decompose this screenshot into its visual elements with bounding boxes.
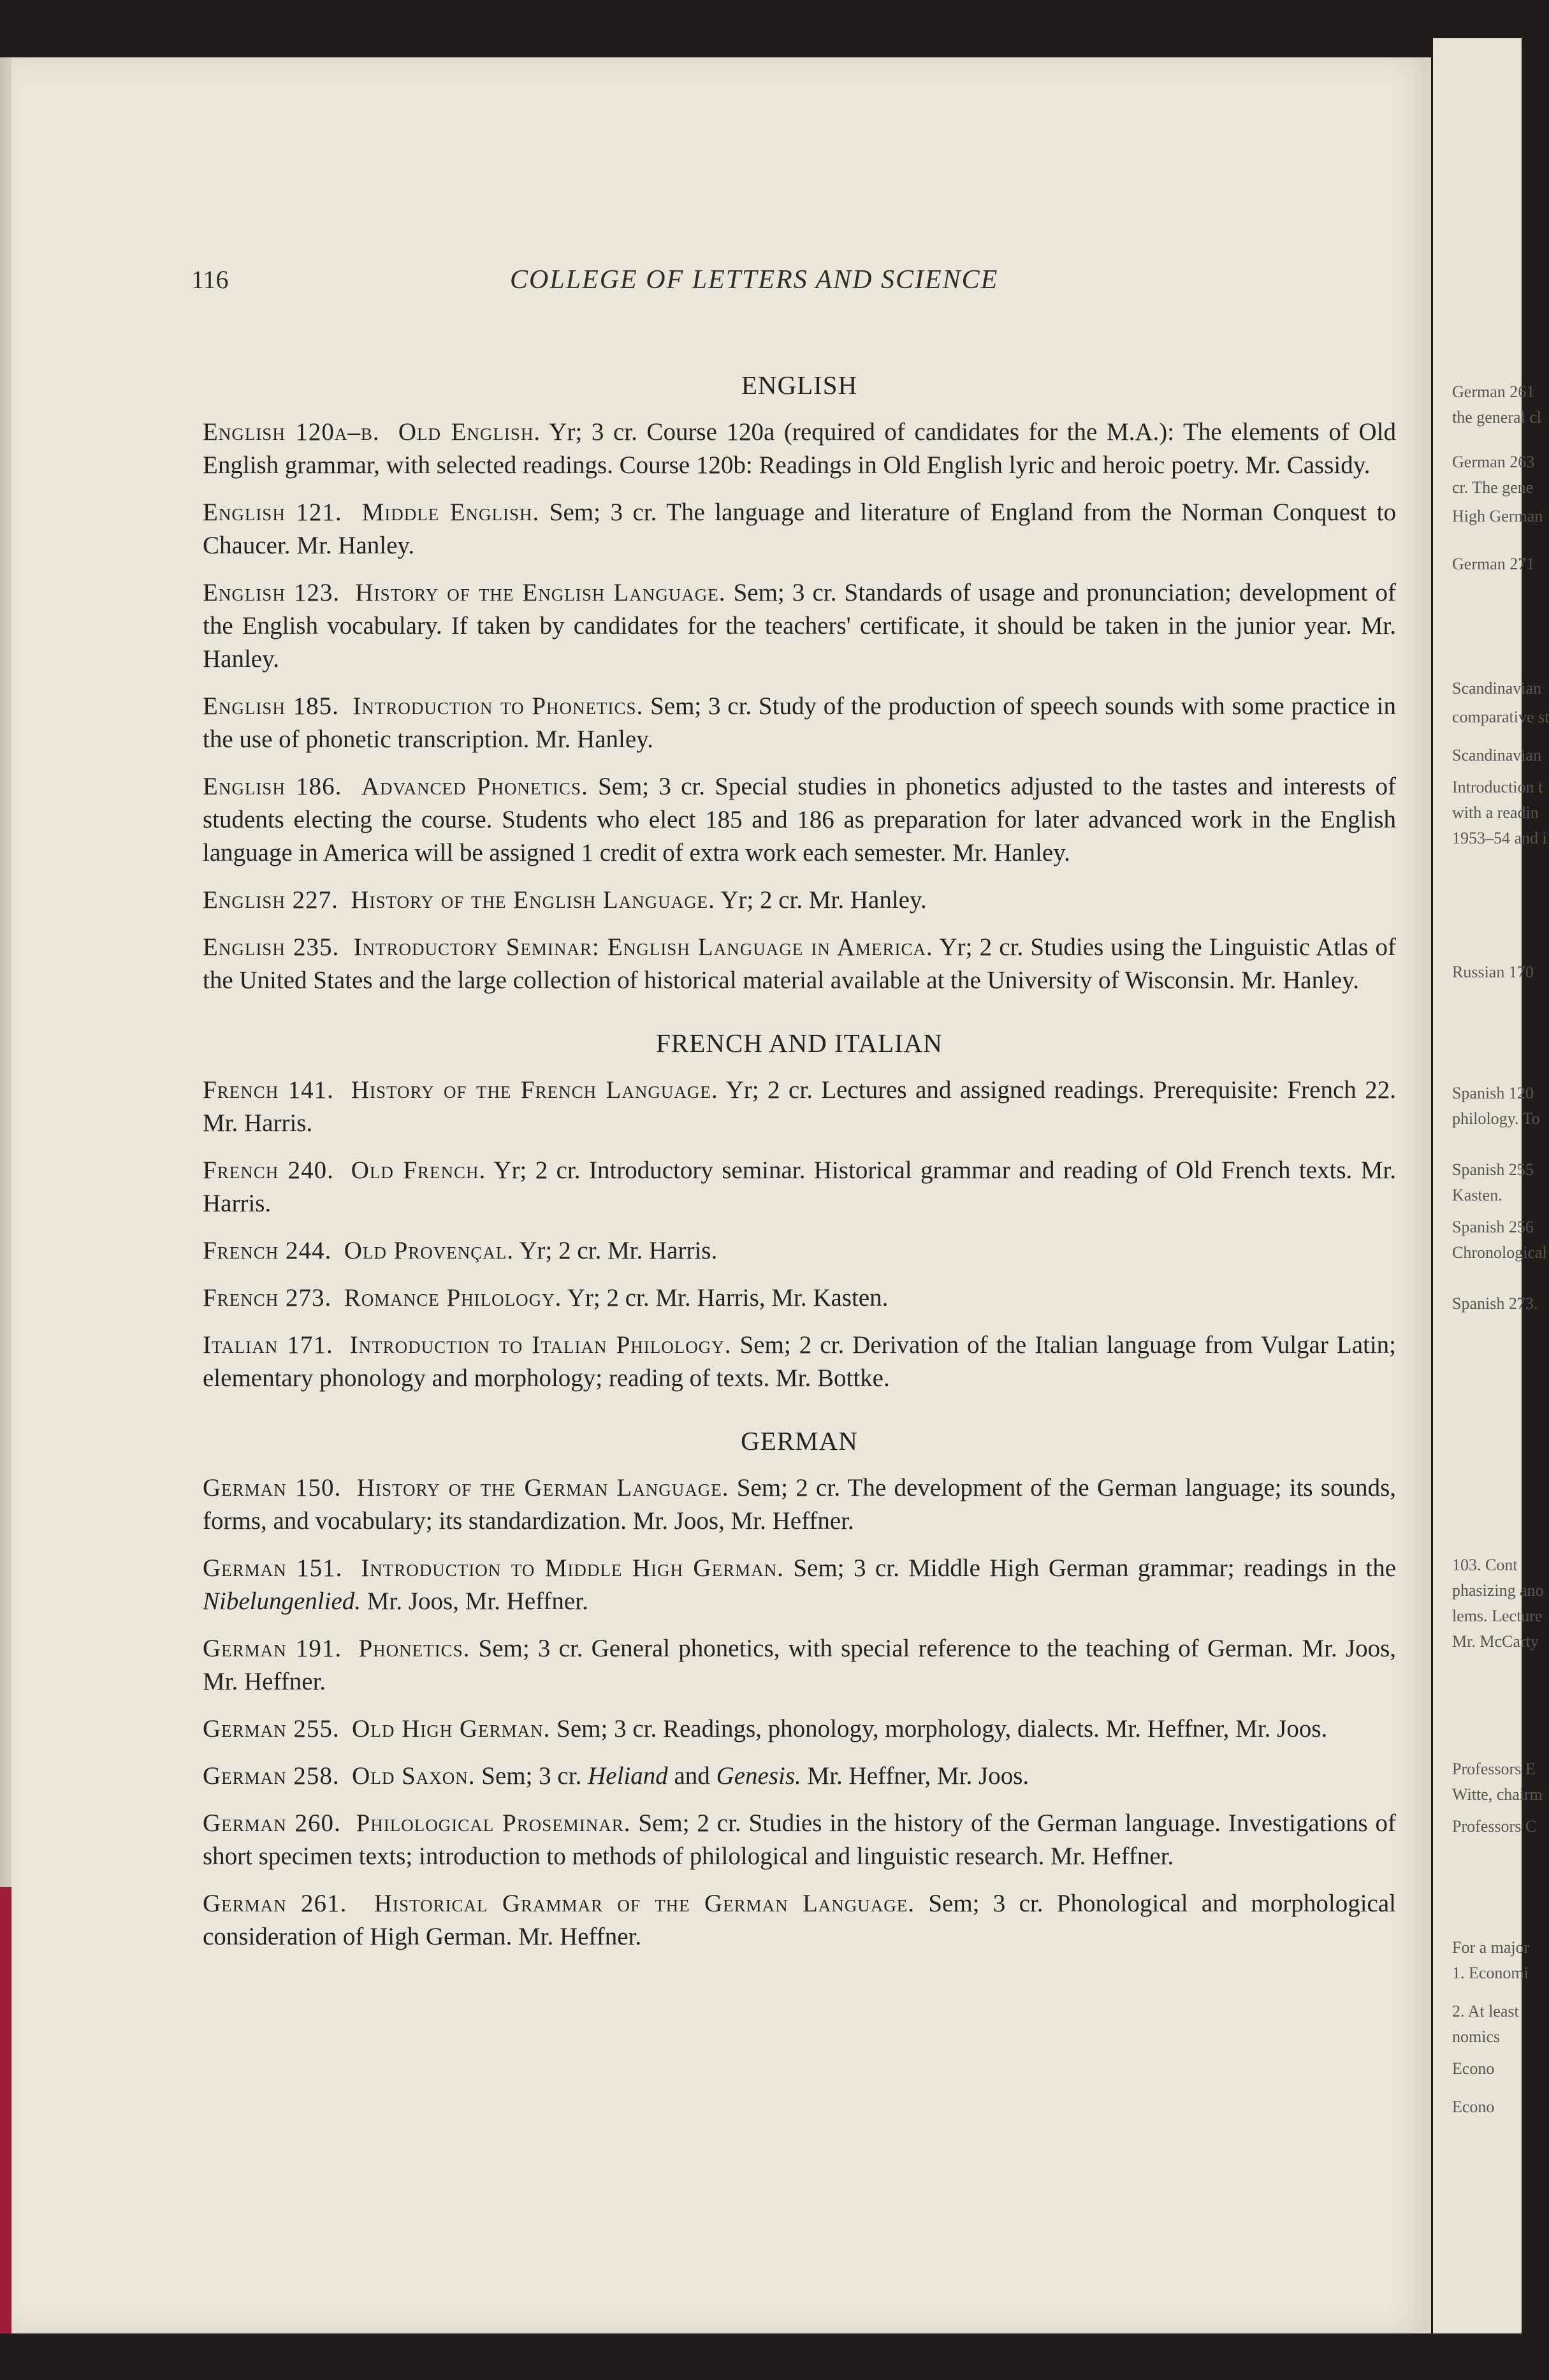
course-title: Introduction to Phonetics. — [353, 692, 644, 720]
course-title: Romance Philology. — [344, 1284, 562, 1311]
course-code: English 123. — [203, 579, 340, 606]
adjacent-page-text-fragment: Econo — [1452, 2059, 1495, 2078]
adjacent-page-text-fragment: Professors C — [1452, 1817, 1537, 1836]
adjacent-page-text-fragment: Introduction t — [1452, 778, 1543, 796]
course-entry — [203, 1712, 1396, 1746]
course-code: German 191. — [203, 1635, 342, 1662]
course-description: Yr; 2 cr. Mr. Hanley. — [720, 886, 927, 914]
course-entry — [203, 1471, 1396, 1538]
course-title: History of the English Language. — [351, 886, 715, 914]
adjacent-page-text-fragment: Scandinavian — [1452, 746, 1542, 764]
section-heading: FRENCH AND ITALIAN — [656, 1028, 943, 1058]
course-entry — [203, 770, 1396, 870]
course-entry — [203, 1234, 1396, 1267]
adjacent-page-text-fragment: Econo — [1452, 2098, 1495, 2116]
course-code: English 120a–b. — [203, 418, 380, 446]
course-title: Introductory Seminar: English Language in America. — [353, 933, 933, 961]
adjacent-page-text-fragment: German 263 — [1452, 453, 1535, 471]
adjacent-page-text-fragment: German 261 — [1452, 383, 1535, 401]
course-title: Phonetics. — [358, 1635, 470, 1662]
course-description: Sem; 2 cr. Derivation of the Italian language from Vulgar Latin; elementary phonology and morphology; reading of texts. Mr. Bottke. — [203, 1331, 1397, 1392]
section-heading: ENGLISH — [741, 370, 858, 400]
course-description: Yr; 2 cr. Studies using the Linguistic Atlas of the United States and the large collection of historical material available at the University of Wisconsin. Mr. Hanley. — [203, 933, 1397, 994]
adjacent-page-text-fragment: Spanish 255 — [1452, 1160, 1534, 1179]
course-code: English 227. — [203, 886, 338, 914]
course-code: German 150. — [203, 1474, 342, 1501]
course-code: Italian 171. — [203, 1331, 333, 1359]
course-code: German 261. — [203, 1890, 347, 1917]
course-description: Sem; 3 cr. Study of the production of speech sounds with some practice in the use of phonetic transcription. Mr. Hanley. — [203, 692, 1397, 753]
course-title: Old Saxon. — [352, 1762, 476, 1790]
course-entry — [203, 1887, 1396, 1953]
course-code: French 244. — [203, 1237, 332, 1264]
adjacent-page-text-fragment: 103. Cont — [1452, 1556, 1518, 1574]
course-description-cont: Mr. Joos, Mr. Heffner. — [367, 1588, 588, 1615]
adjacent-page-text-fragment: the general cl — [1452, 408, 1542, 427]
course-title: History of the French Language. — [351, 1076, 718, 1104]
adjacent-page-text-fragment: Kasten. — [1452, 1186, 1502, 1204]
course-entry — [203, 1329, 1396, 1395]
course-description-cont: and — [674, 1762, 710, 1790]
course-description: Sem; 2 cr. The development of the German language; its sounds, forms, and vocabulary; its standardization. Mr. Joos, Mr. Heffner. — [203, 1474, 1397, 1535]
course-entry — [203, 1760, 1396, 1793]
course-description: Yr; 2 cr. Lectures and assigned readings. Prerequisite: French 22. Mr. Harris. — [203, 1076, 1396, 1137]
course-entry — [203, 1074, 1396, 1140]
course-description: Sem; 3 cr. Special studies in phonetics adjusted to the tastes and interests of students electing the course. Students who elect 185 and 186 as preparation for later advanced work in the English language in America will be assigned 1 credit of extra work each semester. Mr. Hanley. — [203, 773, 1397, 866]
adjacent-page-text-fragment: Spanish 273. — [1452, 1294, 1538, 1313]
course-description: Yr; 3 cr. Course 120a (required of candidates for the M.A.): The elements of Old English grammar, with selected readings. Course 120b: Readings in Old English lyric and heroic poetry. Mr. Cassidy. — [203, 418, 1396, 479]
adjacent-page-text-fragment: Russian 170 — [1452, 963, 1534, 981]
italic-title: Nibelungenlied. — [203, 1588, 361, 1615]
course-description: Sem; 3 cr. Standards of usage and pronunciation; development of the English vocabulary. If taken by candidates for the teachers' certificate, it should be taken in the junior year. Mr. Hanley. — [203, 579, 1396, 673]
course-description: Sem; 3 cr. — [481, 1762, 582, 1790]
adjacent-page-text-fragment: nomics — [1452, 2027, 1501, 2046]
course-description-cont: Mr. Heffner, Mr. Joos. — [807, 1762, 1029, 1790]
course-title: Old Provençal. — [344, 1237, 514, 1264]
course-title: Introduction to Italian Philology. — [349, 1331, 732, 1359]
adjacent-page-text-fragment: comparative st — [1452, 708, 1549, 726]
course-code: German 258. — [203, 1762, 340, 1790]
adjacent-page-text-fragment: Professors E — [1452, 1760, 1536, 1778]
course-code: English 121. — [203, 499, 342, 526]
page-content — [203, 370, 1396, 1968]
course-entry — [203, 1154, 1396, 1220]
course-entry — [203, 931, 1396, 997]
course-description: Sem; 3 cr. Phonological and morphological consideration of High German. Mr. Heffner. — [203, 1890, 1396, 1950]
italic-title: Genesis. — [716, 1762, 801, 1790]
italic-title: Heliand — [588, 1762, 668, 1790]
adjacent-page-text-fragment: Spanish 256 — [1452, 1218, 1534, 1236]
course-entry — [203, 1281, 1396, 1315]
adjacent-page-text-fragment: Mr. McCarty — [1452, 1632, 1539, 1651]
course-entry — [203, 576, 1396, 676]
course-entry — [203, 1807, 1396, 1873]
course-code: French 141. — [203, 1076, 334, 1104]
course-description: Sem; 3 cr. The language and literature of England from the Norman Conquest to Chaucer. Mr. Hanley. — [203, 499, 1396, 559]
page-number: 116 — [191, 265, 229, 294]
course-description: Yr; 2 cr. Introductory seminar. Historical grammar and reading of Old French texts. Mr. Harris. — [203, 1157, 1397, 1217]
adjacent-page-text-fragment: For a major — [1452, 1938, 1530, 1957]
adjacent-page-text-fragment: German 271 — [1452, 555, 1535, 573]
course-entry — [203, 1632, 1396, 1698]
book-cover-edge — [0, 1887, 11, 2333]
course-entry — [203, 690, 1396, 756]
course-title: History of the German Language. — [356, 1474, 729, 1501]
adjacent-page-text-fragment: Chronological — [1452, 1243, 1547, 1262]
course-description: Sem; 2 cr. Studies in the history of the German language. Investigations of short specimen texts; introduction to methods of philological and linguistic research. Mr. Heffner. — [203, 1809, 1397, 1870]
course-entry — [203, 496, 1396, 562]
adjacent-page-text-fragment: Spanish 120 — [1452, 1084, 1534, 1102]
course-code: French 240. — [203, 1157, 334, 1184]
course-title: Old High German. — [352, 1715, 551, 1742]
course-entry — [203, 416, 1396, 482]
adjacent-page-text-fragment: lems. Lecture — [1452, 1607, 1543, 1625]
adjacent-page-text-fragment: phasizing ano — [1452, 1581, 1544, 1600]
course-title: Introduction to Middle High German. — [361, 1554, 784, 1582]
course-title: Historical Grammar of the German Language. — [374, 1890, 915, 1917]
course-description: Sem; 3 cr. General phonetics, with special reference to the teaching of German. Mr. Joos, Mr. Heffner. — [203, 1635, 1397, 1695]
course-description: Yr; 2 cr. Mr. Harris, Mr. Kasten. — [567, 1284, 889, 1311]
adjacent-page-text-fragment: Witte, chairm — [1452, 1785, 1543, 1804]
course-title: Advanced Phonetics. — [361, 773, 588, 800]
course-code: English 235. — [203, 933, 340, 961]
adjacent-page-text-fragment: 2. At least — [1452, 2002, 1519, 2020]
course-code: German 151. — [203, 1554, 343, 1582]
course-description: Yr; 2 cr. Mr. Harris. — [519, 1237, 718, 1264]
adjacent-page-text-fragment: cr. The gene — [1452, 478, 1534, 497]
course-description: Sem; 3 cr. Middle High German grammar; readings in the — [793, 1554, 1397, 1582]
course-code: English 186. — [203, 773, 342, 800]
page-header — [191, 265, 1402, 303]
adjacent-page-edge — [1433, 38, 1549, 2333]
adjacent-page-text-fragment: 1. Economi — [1452, 1964, 1529, 1982]
course-entry — [203, 884, 1396, 917]
course-title: Old French. — [351, 1157, 486, 1184]
course-code: English 185. — [203, 692, 339, 720]
course-title: Philological Proseminar. — [356, 1809, 631, 1837]
adjacent-page-text-fragment: 1953–54 and i — [1452, 829, 1547, 847]
section-heading: GERMAN — [741, 1426, 858, 1456]
course-title: History of the English Language. — [355, 579, 726, 606]
course-description: Sem; 3 cr. Readings, phonology, morphology, dialects. Mr. Heffner, Mr. Joos. — [556, 1715, 1328, 1742]
course-code: German 255. — [203, 1715, 340, 1742]
adjacent-page-text-fragment: with a readin — [1452, 803, 1539, 822]
course-code: German 260. — [203, 1809, 341, 1837]
course-title: Old English. — [398, 418, 541, 446]
course-entry — [203, 1552, 1396, 1618]
adjacent-page-text-fragment: Scandinavian — [1452, 679, 1542, 697]
course-code: French 273. — [203, 1284, 332, 1311]
running-head: COLLEGE OF LETTERS AND SCIENCE — [510, 265, 999, 295]
adjacent-page-text-fragment: philology. To — [1452, 1109, 1540, 1128]
course-title: Middle English. — [361, 499, 540, 526]
adjacent-page-text-fragment: High German — [1452, 507, 1543, 525]
